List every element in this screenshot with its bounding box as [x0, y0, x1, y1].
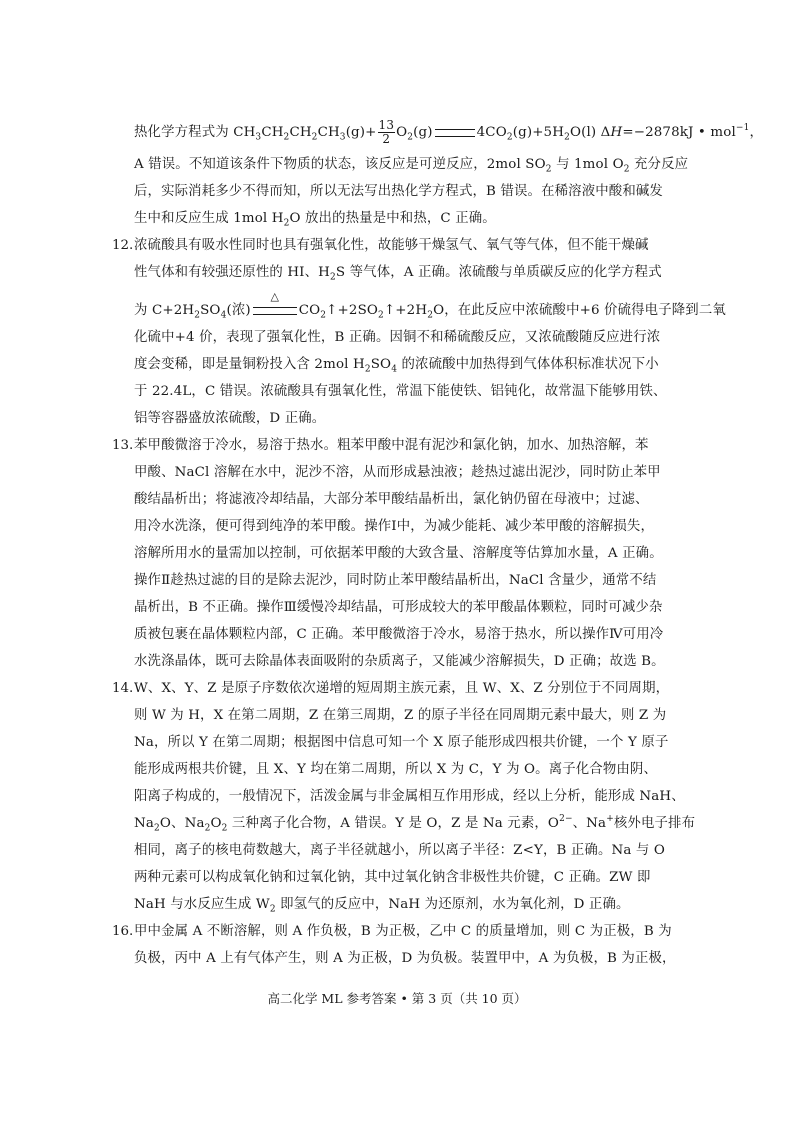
equals-arrow — [435, 129, 475, 137]
text-span: SO — [370, 357, 392, 372]
text-span: 则 W 为 H，X 在第二周期，Z 在第三周期，Z 的原子半径在同周期元素中最大，则 Z 为 — [134, 708, 667, 723]
text-span: Na — [134, 816, 155, 831]
question-number: 14. — [112, 681, 134, 696]
text-span: O 放出的热量是中和热，C 正确。 — [289, 211, 496, 226]
text-span: =−2878kJ • mol — [622, 125, 736, 140]
subscript: 2 — [311, 132, 318, 143]
text-line — [134, 734, 668, 752]
text-span: O — [396, 125, 408, 140]
subscript: 2 — [221, 823, 228, 834]
text-span: Na，所以 Y 在第二周期；根据图中信息可知一个 X 原子能形成四根共价键，一个 Y 原子 — [134, 735, 669, 750]
text-span: 与 1mol O — [551, 157, 624, 172]
text-span: (g) — [413, 125, 433, 140]
text-span: O，在此反应中浓硫酸中+6 价硫得电子降到二氧 — [433, 303, 726, 318]
subscript: 2 — [330, 272, 336, 283]
text-span: A 错误。不知道该条件下物质的状态，该反应是可逆反应，2mol SO — [134, 157, 546, 172]
text-span: 三种离子化合物，A 错误。Y 是 O，Z 是 Na 元素，O — [227, 816, 560, 831]
text-span: O(l) Δ — [569, 125, 611, 140]
text-line — [134, 183, 663, 201]
text-span: S 等气体，A 正确。浓硫酸与单质碳反应的化学方程式 — [335, 265, 662, 280]
subscript: 2 — [194, 310, 201, 321]
text-span: 晶析出，B 不正确。操作Ⅲ缓慢冷却结晶，可形成较大的苯甲酸晶体颗粒，同时可减少杂 — [134, 600, 663, 615]
question-number: 13. — [112, 438, 134, 453]
text-span: NaH 与水反应生成 W — [134, 897, 270, 912]
text-span: 充分反应 — [629, 157, 689, 172]
subscript: 2 — [269, 904, 276, 915]
text-span: 两种元素可以构成氧化钠和过氧化钠，其中过氧化钠含非极性共价键，C 正确。ZW 即 — [134, 870, 651, 885]
subscript: 2 — [407, 132, 414, 143]
enthalpy-symbol: H — [610, 125, 623, 140]
text-span: 水洗涤晶体，既可去除晶体表面吸附的杂质离子，又能减少溶解损失，D 正确；故选 B。 — [134, 654, 665, 669]
text-span: (g)+5H — [512, 125, 565, 140]
text-span: O — [210, 816, 222, 831]
subscript: 2 — [154, 823, 160, 834]
text-span: 相同，离子的核电荷数越大，离子半径就越小，所以离子半径：Z<Y，B 正确。Na 与 O — [134, 843, 665, 858]
subscript: 4 — [391, 364, 398, 375]
text-span: 甲中金属 A 不断溶解，则 A 作负极，B 为正极，乙中 C 的质量增加，则 C 为正极，B 为 — [134, 924, 672, 939]
text-line — [134, 264, 662, 282]
text-line — [134, 842, 665, 860]
text-line — [134, 950, 676, 968]
text-span: O、Na — [159, 816, 205, 831]
fraction-numerator: 13 — [378, 118, 395, 132]
text-line — [134, 572, 656, 590]
text-line — [134, 383, 667, 401]
subscript: 2 — [364, 364, 371, 375]
text-span: 、Na — [572, 816, 607, 831]
text-span: 为 C+2H — [134, 303, 195, 318]
text-span: 核外电子排布 — [613, 816, 696, 831]
text-span: 浓硫酸具有吸水性同时也具有强氧化性，故能够干燥氢气、氧气等气体，但不能干燥碱 — [134, 238, 649, 253]
text-line — [134, 653, 665, 671]
text-span: 用冷水洗涤，便可得到纯净的苯甲酸。操作Ⅰ中，为减少能耗、减少苯甲酸的溶解损失， — [134, 519, 654, 534]
superscript: −1 — [735, 122, 750, 133]
text-line — [134, 156, 688, 174]
text-span: 4CO — [476, 125, 507, 140]
question-number: 16. — [112, 924, 134, 939]
text-line — [134, 289, 726, 321]
text-line — [134, 896, 630, 914]
subscript: 3 — [255, 132, 262, 143]
text-span: ↑+2H — [383, 303, 428, 318]
question-number: 12. — [112, 238, 134, 253]
subscript: 2 — [320, 310, 327, 321]
subscript: 3 — [339, 132, 346, 143]
text-span: 化硫中+4 价，表现了强氧化性，B 正确。因铜不和稀硫酸反应，又浓硫酸随反应进行浓 — [134, 330, 661, 345]
text-line — [134, 464, 661, 482]
text-line — [134, 410, 325, 428]
fraction-denominator: 2 — [382, 132, 391, 146]
subscript: 2 — [283, 218, 290, 229]
text-span: ， — [749, 125, 764, 140]
text-line — [134, 815, 695, 833]
subscript: 2 — [623, 164, 630, 175]
text-line — [134, 356, 659, 374]
text-line — [134, 707, 666, 725]
text-span: CH — [289, 125, 312, 140]
subscript: 4 — [220, 310, 227, 321]
text-line — [134, 626, 663, 644]
text-span: (g)+ — [345, 125, 377, 140]
text-span: 生中和反应生成 1mol H — [134, 211, 284, 226]
fraction — [378, 119, 396, 146]
text-span: CO — [298, 303, 321, 318]
subscript: 2 — [378, 310, 384, 321]
text-line — [134, 923, 672, 941]
text-span: 溶解所用水的量需加以控制，可依据苯甲酸的大致含量、溶解度等估算加水量，A 正确。 — [134, 546, 663, 561]
text-span: 热化学方程式为 CH — [134, 125, 256, 140]
subscript: 2 — [545, 164, 552, 175]
subscript: 2 — [506, 132, 513, 143]
subscript: 2 — [427, 310, 434, 321]
text-span: 苯甲酸微溶于冷水，易溶于热水。粗苯甲酸中混有泥沙和氯化钠，加水、加热溶解，苯 — [134, 438, 649, 453]
text-span: 后，实际消耗多少不得而知，所以无法写出热化学方程式，B 错误。在稀溶液中酸和碱发 — [134, 184, 663, 199]
superscript: 2− — [559, 813, 573, 824]
text-line — [134, 329, 660, 347]
text-span: CH — [317, 125, 340, 140]
text-span: 酸结晶析出；将滤液冷却结晶，大部分苯甲酸结晶析出，氯化钠仍留在母液中；过滤、 — [134, 492, 649, 507]
text-span: (浓) — [226, 303, 251, 318]
text-span: ↑+2SO — [326, 303, 379, 318]
text-line — [134, 599, 662, 617]
text-span: SO — [200, 303, 221, 318]
text-span: 质被包裹在晶体颗粒内部，C 正确。苯甲酸微溶于冷水，易溶于热水，所以操作Ⅳ可用冷 — [134, 627, 664, 642]
text-span: 于 22.4L，C 错误。浓硫酸具有强氧化性，常温下能使铁、铝钝化，故常温下能够用铁、 — [134, 384, 667, 399]
text-line — [134, 237, 649, 255]
text-line — [134, 437, 649, 455]
text-span: 甲酸、NaCl 溶解在水中，泥沙不溶，从而形成悬浊液；趁热过滤出泥沙，同时防止苯甲 — [134, 465, 661, 480]
superscript: + — [606, 813, 614, 824]
text-span: 即氢气的反应中，NaH 为还原剂，水为氧化剂，D 正确。 — [275, 897, 630, 912]
subscript: 2 — [283, 132, 290, 143]
text-span: 度会变稀，即是量铜粉投入含 2mol H — [134, 357, 365, 372]
text-line — [134, 119, 763, 146]
subscript: 2 — [564, 132, 570, 143]
text-span: CH — [261, 125, 284, 140]
text-line — [134, 491, 649, 509]
text-span: 性气体和有较强还原性的 HI、H — [134, 265, 330, 280]
page-footer: 高二化学 ML 参考答案 • 第 3 页（共 10 页） — [267, 991, 527, 1006]
text-span: 阳离子构成的，一般情况下，活泼金属与非金属相互作用形成，经以上分析，能形成 NaH、 — [134, 789, 685, 804]
heating-equals-arrow — [253, 289, 297, 315]
heating-mark: △ — [270, 289, 280, 303]
subscript: 2 — [204, 823, 211, 834]
text-line — [134, 210, 496, 228]
text-line — [134, 518, 654, 536]
text-span: 的浓硫酸中加热得到气体体积标准状况下小 — [397, 357, 659, 372]
text-span: 铝等容器盛放浓硫酸，D 正确。 — [134, 411, 326, 426]
text-span: 能形成两根共价键，且 X、Y 均在第二周期，所以 X 为 C，Y 为 O。离子化合物由阴、 — [134, 762, 658, 777]
text-span: 负极，丙中 A 上有气体产生，则 A 为正极，D 为负极。装置甲中，A 为负极，B 为正极， — [134, 951, 676, 966]
text-line — [134, 680, 669, 698]
text-line — [134, 545, 663, 563]
text-span: 操作Ⅱ趁热过滤的目的是除去泥沙，同时防止苯甲酸结晶析出，NaCl 含量少，通常不结 — [134, 573, 657, 588]
text-line — [134, 761, 657, 779]
text-span: W、X、Y、Z 是原子序数依次递增的短周期主族元素，且 W、X、Z 分别位于不同周期， — [134, 681, 670, 696]
text-line — [134, 869, 651, 887]
text-line — [134, 788, 685, 806]
